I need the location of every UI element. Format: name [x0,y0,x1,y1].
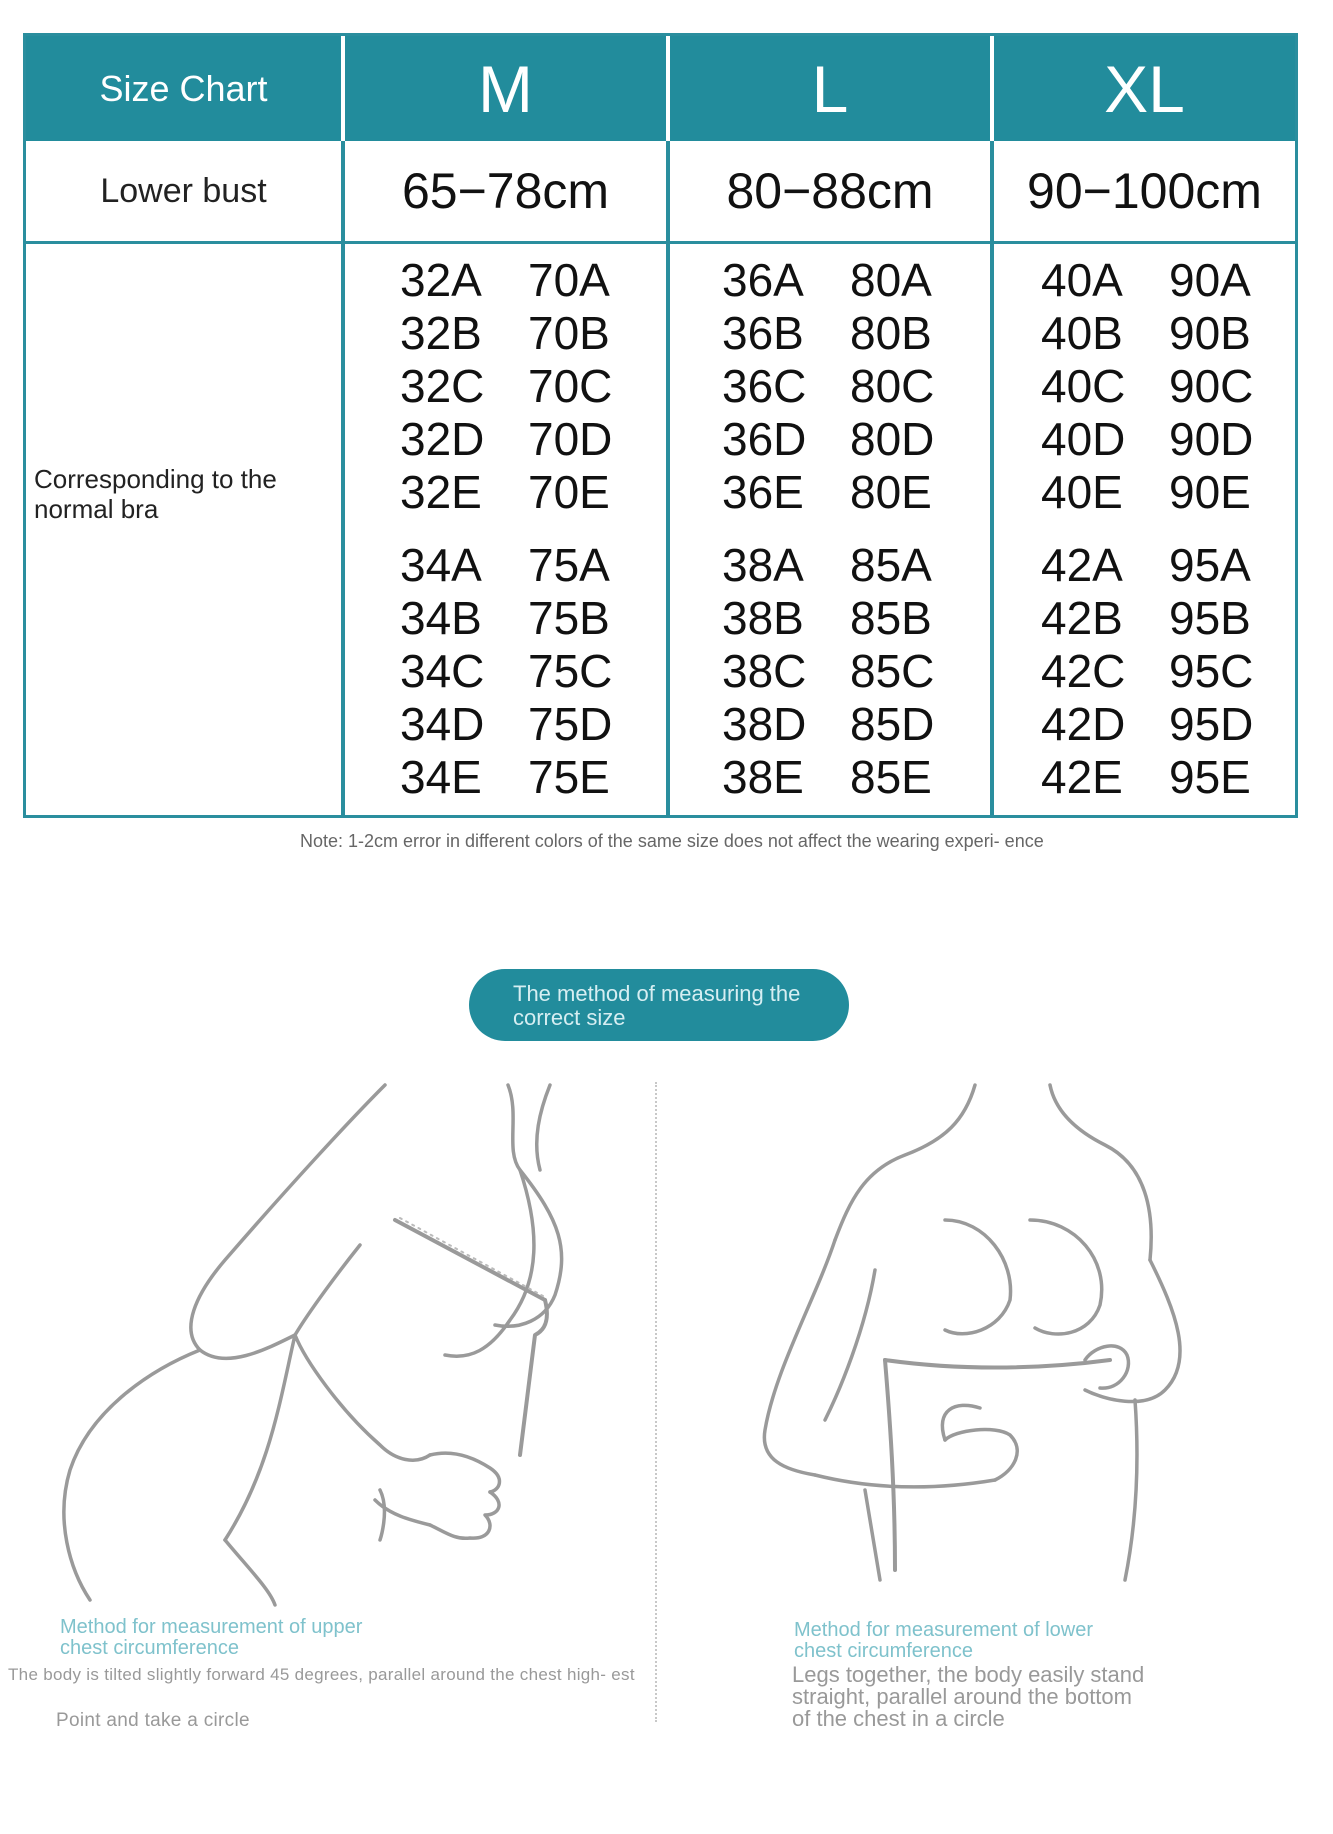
bra-size-eu: 95E [1169,751,1251,803]
bra-size-us: 38C [722,645,807,697]
bra-size-eu: 85D [850,698,935,750]
bra-size-pair [1041,254,1253,307]
lower-bust-label: Lower bust [100,171,267,210]
bra-size-pair [400,307,612,360]
bra-size-eu: 85A [850,539,932,591]
bra-size-eu: 75B [528,592,610,644]
header-divider [666,36,670,141]
bra-size-pair [400,413,612,466]
bra-size-us: 38E [722,751,804,803]
bra-size-eu: 75E [528,751,610,803]
bra-size-pair [1041,592,1253,645]
bra-size-eu: 95B [1169,592,1251,644]
bra-size-eu: 80B [850,307,932,359]
upper-method-description: The body is tilted slightly forward 45 degrees, parallel around the chest high- est [8,1665,635,1684]
bra-size-pair [722,751,934,804]
bra-size-eu: 70A [528,254,610,306]
bra-size-us: 40A [1041,254,1123,306]
bra-size-us: 32E [400,466,482,518]
table-title: Size Chart [99,67,268,109]
size-header-m: M [478,51,533,126]
bra-size-pair [1041,539,1253,592]
bra-size-eu: 95A [1169,539,1251,591]
bra-size-eu: 85E [850,751,932,803]
lower-bust-value-xl: 90−100cm [1027,163,1262,219]
size-chart-table [23,33,1298,818]
bra-size-us: 36A [722,254,804,306]
bra-size-row [26,244,1295,815]
bra-codes-m [400,254,612,804]
bra-size-eu: 70C [528,360,613,412]
bra-size-pair [400,751,612,804]
bra-size-eu: 85C [850,645,935,697]
header-divider [341,36,345,141]
section-divider [655,1082,657,1722]
bra-size-us: 36B [722,307,804,359]
bra-size-pair [400,254,612,307]
bra-size-pair [722,466,934,519]
bra-size-pair [1041,307,1253,360]
bra-size-pair [1041,645,1253,698]
bra-size-us: 40B [1041,307,1123,359]
bra-size-pair [722,254,934,307]
bra-size-us: 42D [1041,698,1126,750]
bra-size-us: 42C [1041,645,1126,697]
bra-size-eu: 80D [850,413,935,465]
lower-bust-value-m: 65−78cm [401,163,610,219]
bra-size-us: 42E [1041,751,1123,803]
lower-method-title: Method for measurement of lower chest circumference [794,1619,1094,1662]
bra-size-us: 36C [722,360,807,412]
bra-size-pair [722,592,934,645]
lower-method-description: Legs together, the body easily stand straight, parallel around the bottom of the chest in a circle [792,1662,1145,1731]
bra-size-eu: 90D [1169,413,1254,465]
size-note: Note: 1-2cm error in different colors of the same size does not affect the wearing experi- ence [300,831,1044,851]
size-header-xl: XL [1104,51,1185,126]
bra-size-eu: 90B [1169,307,1251,359]
bra-size-us: 34E [400,751,482,803]
bra-size-eu: 70D [528,413,613,465]
group-gap [1041,519,1253,539]
bra-size-eu: 95D [1169,698,1254,750]
bra-size-pair [722,360,934,413]
bra-size-us: 36D [722,413,807,465]
bra-size-label: Corresponding to the normal bra [34,464,277,524]
bra-size-us: 34B [400,592,482,644]
bra-size-us: 40D [1041,413,1126,465]
header-divider [990,36,994,141]
bra-size-eu: 75D [528,698,613,750]
bra-size-us: 32C [400,360,485,412]
bra-size-eu: 85B [850,592,932,644]
upper-chest-illustration [50,1070,610,1610]
bra-size-us: 32D [400,413,485,465]
bra-size-eu: 75A [528,539,610,591]
bra-size-pair [722,645,934,698]
bra-size-pair [1041,360,1253,413]
bra-size-us: 40E [1041,466,1123,518]
bra-size-us: 42A [1041,539,1123,591]
method-title-badge: The method of measuring the correct size [469,969,849,1041]
bra-size-us: 34D [400,698,485,750]
bra-size-eu: 95C [1169,645,1254,697]
bra-size-pair [722,307,934,360]
size-header-l: L [811,51,849,126]
bra-size-pair [1041,698,1253,751]
bra-size-pair [1041,413,1253,466]
bra-size-us: 40C [1041,360,1126,412]
bra-size-us: 38A [722,539,804,591]
bra-codes-xl [1041,254,1253,804]
bra-size-eu: 90C [1169,360,1254,412]
bra-size-eu: 75C [528,645,613,697]
bra-size-us: 34A [400,539,482,591]
bra-size-pair [400,360,612,413]
bra-size-us: 38B [722,592,804,644]
bra-size-eu: 80A [850,254,932,306]
bra-size-pair [400,698,612,751]
bra-size-eu: 80E [850,466,932,518]
bra-size-pair [1041,466,1253,519]
table-header-row [26,36,1295,141]
bra-size-pair [400,466,612,519]
bra-size-us: 38D [722,698,807,750]
bra-size-pair [722,539,934,592]
bra-size-eu: 90E [1169,466,1251,518]
bra-size-pair [1041,751,1253,804]
bra-size-eu: 90A [1169,254,1251,306]
bra-size-pair [400,645,612,698]
bra-size-eu: 80C [850,360,935,412]
bra-size-us: 42B [1041,592,1123,644]
bra-size-pair [400,592,612,645]
bra-size-pair [400,539,612,592]
upper-method-step: Point and take a circle [56,1710,250,1731]
bra-size-eu: 70B [528,307,610,359]
group-gap [400,519,612,539]
bra-size-pair [722,698,934,751]
bra-size-us: 32B [400,307,482,359]
bra-size-pair [722,413,934,466]
lower-bust-value-l: 80−88cm [726,163,934,219]
bra-size-eu: 70E [528,466,610,518]
bra-size-us: 32A [400,254,482,306]
lower-chest-illustration [755,1070,1235,1590]
upper-method-title: Method for measurement of upper chest circumference [60,1616,363,1659]
bra-codes-l [722,254,934,804]
group-gap [722,519,934,539]
bra-size-us: 34C [400,645,485,697]
bra-size-us: 36E [722,466,804,518]
